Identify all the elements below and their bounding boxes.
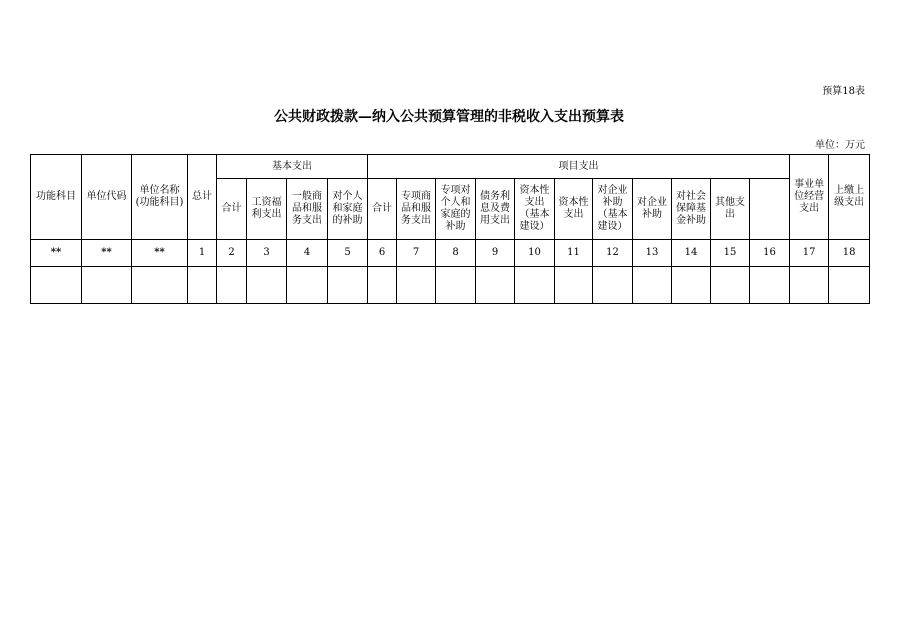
header-unit-name-main: 单位名称 bbox=[139, 185, 180, 196]
index-cell: 1 bbox=[188, 240, 217, 267]
data-cell[interactable] bbox=[633, 267, 672, 304]
data-cell[interactable] bbox=[132, 267, 188, 304]
header-goods-services-1 bbox=[287, 179, 328, 240]
data-cell[interactable] bbox=[790, 267, 829, 304]
header-unit-code: 单位代码 bbox=[82, 155, 132, 240]
index-cell: 3 bbox=[247, 240, 287, 267]
header-business-unit bbox=[790, 155, 829, 240]
index-cell: 15 bbox=[711, 240, 750, 267]
header-project-group: 项目支出 bbox=[368, 155, 790, 179]
data-cell[interactable] bbox=[82, 267, 132, 304]
data-cell[interactable] bbox=[368, 267, 397, 304]
data-cell[interactable] bbox=[217, 267, 247, 304]
header-goods-services-1-text: 一般商品和服务支出 bbox=[292, 191, 322, 226]
data-cell[interactable] bbox=[672, 267, 711, 304]
data-cell[interactable] bbox=[188, 267, 217, 304]
index-cell: ** bbox=[31, 240, 82, 267]
header-capital-basic-text: 资本性支出（基本建设） bbox=[519, 185, 550, 232]
index-cell: ** bbox=[132, 240, 188, 267]
header-enterprise-basic bbox=[593, 179, 633, 240]
header-other-text: 其他支出 bbox=[715, 197, 745, 220]
header-other bbox=[711, 179, 750, 240]
header-capital-basic bbox=[515, 179, 555, 240]
budget-table bbox=[30, 154, 870, 304]
header-row-top bbox=[31, 155, 870, 179]
data-cell[interactable] bbox=[515, 267, 555, 304]
index-cell: 12 bbox=[593, 240, 633, 267]
header-total: 总计 bbox=[188, 155, 217, 240]
header-goods-services-2 bbox=[397, 179, 436, 240]
index-cell: 14 bbox=[672, 240, 711, 267]
header-unit-name bbox=[132, 155, 188, 240]
header-upper-level-text: 上缴上级支出 bbox=[834, 185, 865, 208]
header-capital-text: 资本性支出 bbox=[558, 197, 589, 220]
index-cell: 10 bbox=[515, 240, 555, 267]
header-social-security-text: 对社会保障基金补助 bbox=[676, 191, 706, 226]
index-cell: 4 bbox=[287, 240, 328, 267]
header-function-subject: 功能科目 bbox=[31, 155, 82, 240]
header-salary-welfare bbox=[247, 179, 287, 240]
data-cell[interactable] bbox=[247, 267, 287, 304]
index-cell: 9 bbox=[476, 240, 515, 267]
data-cell[interactable] bbox=[328, 267, 368, 304]
header-debt-interest bbox=[476, 179, 515, 240]
index-cell: 5 bbox=[328, 240, 368, 267]
data-cell[interactable] bbox=[436, 267, 476, 304]
header-social-security bbox=[672, 179, 711, 240]
index-cell: 11 bbox=[555, 240, 593, 267]
header-salary-welfare-text: 工资福利支出 bbox=[251, 197, 282, 220]
header-enterprise-basic-text: 对企业补助（基本建设） bbox=[597, 185, 628, 232]
index-cell: 13 bbox=[633, 240, 672, 267]
header-basic-total: 合计 bbox=[217, 179, 247, 240]
header-upper-level bbox=[829, 155, 870, 240]
header-project-total: 合计 bbox=[368, 179, 397, 240]
index-cell: 16 bbox=[750, 240, 790, 267]
header-personal-family-1 bbox=[328, 179, 368, 240]
document-title: 公共财政拨款—纳入公共预算管理的非税收入支出预算表 bbox=[274, 109, 624, 125]
data-cell[interactable] bbox=[750, 267, 790, 304]
header-personal-family-2 bbox=[436, 179, 476, 240]
data-cell[interactable] bbox=[31, 267, 82, 304]
index-cell: ** bbox=[82, 240, 132, 267]
data-cell[interactable] bbox=[476, 267, 515, 304]
data-row bbox=[31, 267, 870, 304]
header-capital bbox=[555, 179, 593, 240]
header-enterprise-text: 对企业补助 bbox=[637, 197, 667, 220]
index-row bbox=[31, 240, 870, 267]
header-basic-group: 基本支出 bbox=[217, 155, 368, 179]
data-cell[interactable] bbox=[397, 267, 436, 304]
form-code: 预算18表 bbox=[822, 86, 865, 97]
index-cell: 18 bbox=[829, 240, 870, 267]
index-cell: 6 bbox=[368, 240, 397, 267]
index-cell: 2 bbox=[217, 240, 247, 267]
header-personal-family-1-text: 对个人和家庭的补助 bbox=[332, 191, 363, 226]
data-cell[interactable] bbox=[593, 267, 633, 304]
header-business-unit-text: 事业单位经营支出 bbox=[794, 179, 825, 214]
unit-label: 单位：万元 bbox=[815, 140, 865, 151]
index-cell: 8 bbox=[436, 240, 476, 267]
header-unit-name-sub: (功能科目) bbox=[135, 197, 184, 208]
index-cell: 17 bbox=[790, 240, 829, 267]
header-goods-services-2-text: 专项商品和服务支出 bbox=[401, 191, 431, 226]
header-enterprise bbox=[633, 179, 672, 240]
data-cell[interactable] bbox=[287, 267, 328, 304]
index-cell: 7 bbox=[397, 240, 436, 267]
header-personal-family-2-text: 专项对个人和家庭的补助 bbox=[440, 185, 471, 232]
data-cell[interactable] bbox=[711, 267, 750, 304]
header-debt-interest-text: 债务利息及费用支出 bbox=[480, 191, 510, 226]
data-cell[interactable] bbox=[555, 267, 593, 304]
data-cell[interactable] bbox=[829, 267, 870, 304]
